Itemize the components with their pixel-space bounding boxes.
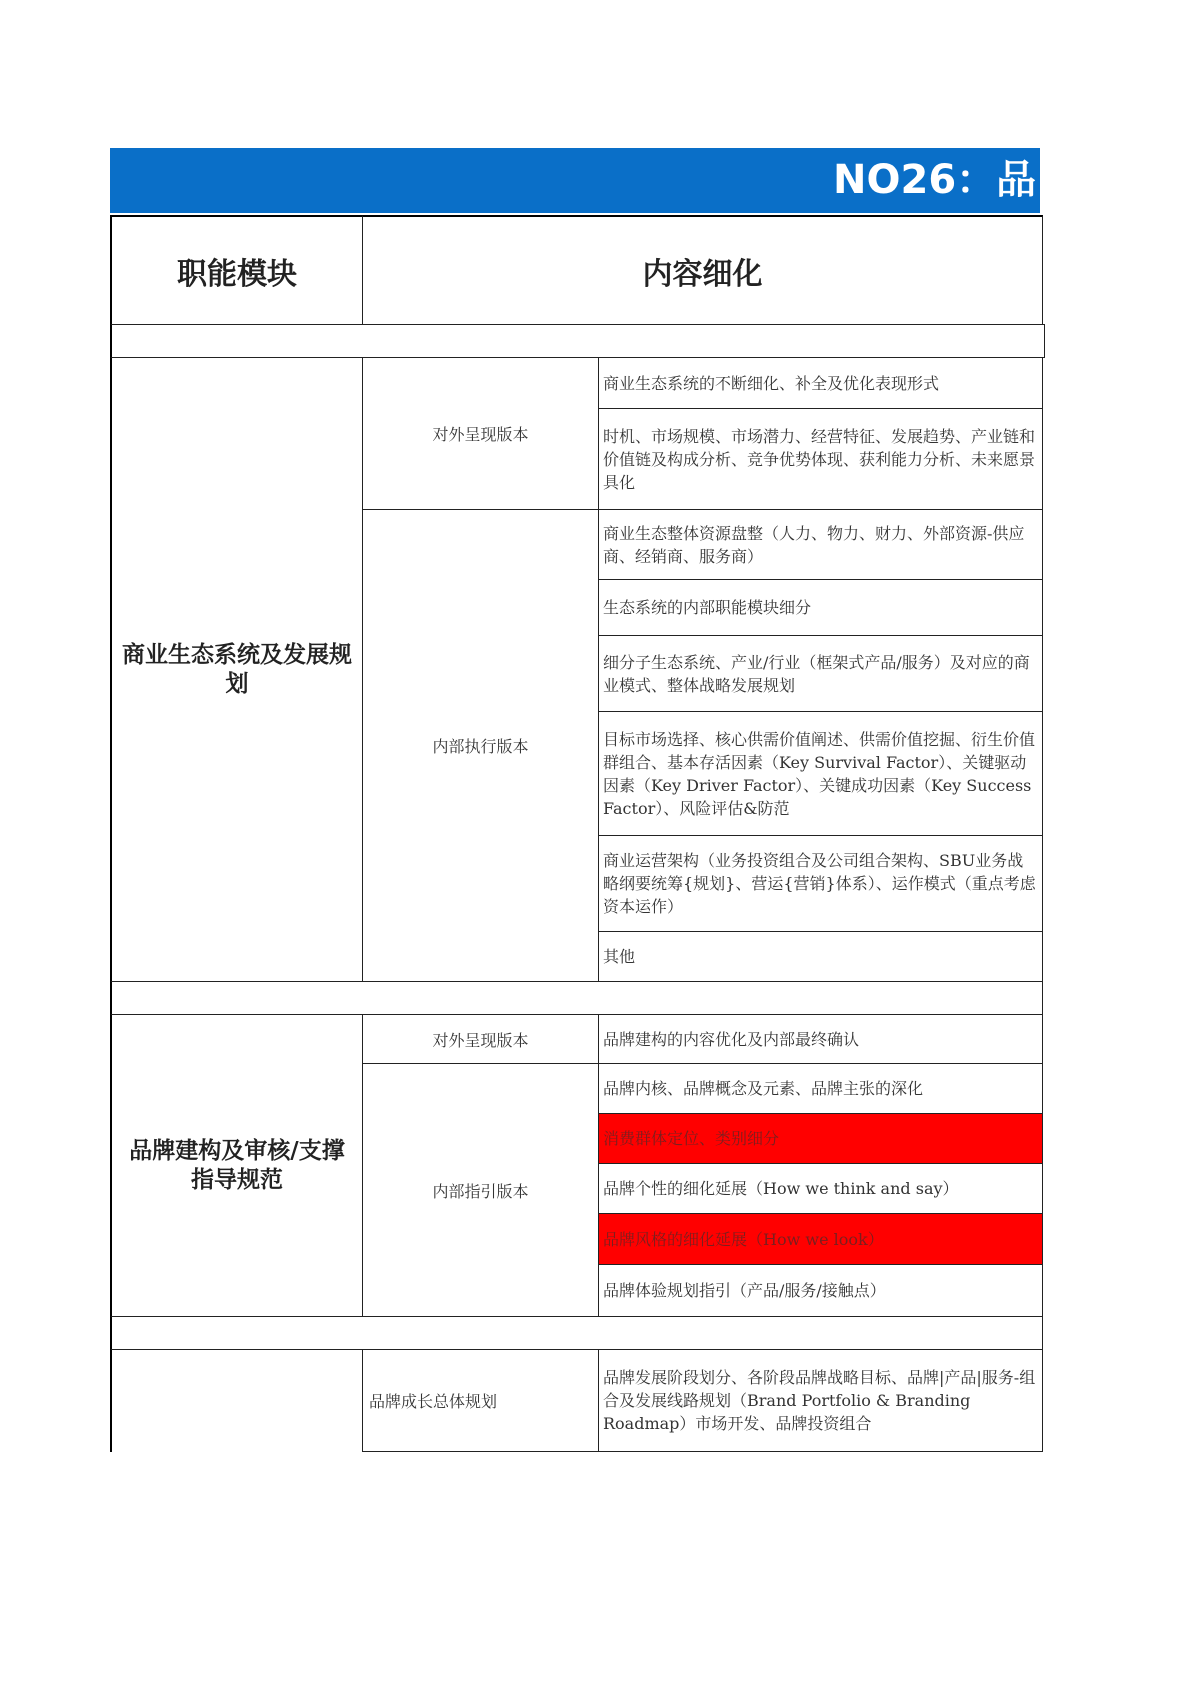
detail-text: 商业运营架构（业务投资组合及公司组合架构、SBU业务战略纲要统筹{规划}、营运{营销}体系）、运作模式（重点考虑资本运作）	[603, 851, 1036, 916]
detail-cell	[598, 509, 1043, 580]
detail-cell	[598, 1163, 1043, 1214]
detail-cell	[598, 1063, 1043, 1114]
sub-module-label: 对外呈现版本	[432, 1030, 529, 1050]
detail-text: 商业生态系统的不断细化、补全及优化表现形式	[603, 373, 940, 393]
header-module-label: 职能模块	[177, 256, 297, 292]
detail-cell-highlighted	[598, 1213, 1043, 1265]
detail-text: 品牌发展阶段划分、各阶段品牌战略目标、品牌|产品|服务-组合及发展线路规划（Brand Portfolio & Branding Roadmap）市场开发、品牌投资组合	[603, 1368, 1036, 1433]
detail-text: 时机、市场规模、市场潜力、经营特征、发展趋势、产业链和价值链及构成分析、竞争优势体现、获利能力分析、未来愿景具化	[603, 426, 1036, 492]
sub-module-cell	[362, 357, 599, 510]
detail-cell	[598, 1014, 1043, 1064]
detail-text: 品牌建构的内容优化及内部最终确认	[603, 1029, 860, 1049]
sub-module-label: 对外呈现版本	[432, 425, 529, 444]
detail-text: 商业生态整体资源盘整（人力、物力、财力、外部资源-供应商、经销商、服务商）	[603, 523, 1025, 566]
detail-cell	[598, 835, 1043, 932]
detail-cell	[598, 357, 1043, 409]
detail-cell	[598, 579, 1043, 636]
detail-text: 生态系统的内部职能模块细分	[603, 598, 812, 617]
module-label: 商业生态系统及发展规划	[122, 641, 352, 697]
detail-text: 品牌风格的细化延展（How we look）	[603, 1229, 884, 1249]
detail-text: 细分子生态系统、产业/行业（框架式产品/服务）及对应的商业模式、整体战略发展规划	[603, 652, 1030, 695]
sub-module-cell	[362, 1063, 599, 1317]
sub-module-cell	[362, 1349, 599, 1452]
module-cell	[110, 1014, 363, 1317]
detail-text: 其他	[603, 947, 636, 966]
detail-cell	[598, 711, 1043, 836]
module-cell	[110, 1349, 363, 1452]
title-bar	[110, 148, 1040, 213]
module-cell	[110, 357, 363, 982]
detail-text: 消费群体定位、类别细分	[603, 1129, 780, 1148]
detail-cell	[598, 1349, 1043, 1452]
detail-text: 目标市场选择、核心供需价值阐述、供需价值挖掘、衍生价值群组合、基本存活因素（Key Survival Factor）、关键驱动因素（Key Driver Factor）、关键成功因素（Key Success Factor）、风险评估&防范	[603, 729, 1036, 818]
header-module	[110, 215, 363, 325]
page-title: NO26：品	[833, 157, 1037, 203]
header-content-label: 内容细化	[642, 256, 763, 292]
detail-cell	[598, 931, 1043, 982]
detail-cell	[598, 1264, 1043, 1317]
detail-text: 品牌体验规划指引（产品/服务/接触点）	[603, 1281, 886, 1300]
detail-cell	[598, 408, 1043, 510]
module-label: 品牌建构及审核/支撑指导规范	[129, 1137, 345, 1193]
spacer-row	[110, 981, 1043, 1015]
detail-text: 品牌个性的细化延展（How we think and say）	[603, 1179, 959, 1198]
spacer-row	[110, 1316, 1043, 1350]
sub-module-label: 内部执行版本	[432, 737, 529, 756]
sub-module-cell	[362, 509, 599, 982]
sub-module-label: 内部指引版本	[432, 1181, 529, 1201]
spacer-row	[110, 324, 1045, 358]
header-content	[362, 215, 1043, 325]
detail-text: 品牌内核、品牌概念及元素、品牌主张的深化	[603, 1079, 924, 1098]
detail-cell-highlighted	[598, 1113, 1043, 1164]
sub-module-cell	[362, 1014, 599, 1064]
detail-cell	[598, 635, 1043, 712]
sub-module-label: 品牌成长总体规划	[369, 1392, 498, 1411]
